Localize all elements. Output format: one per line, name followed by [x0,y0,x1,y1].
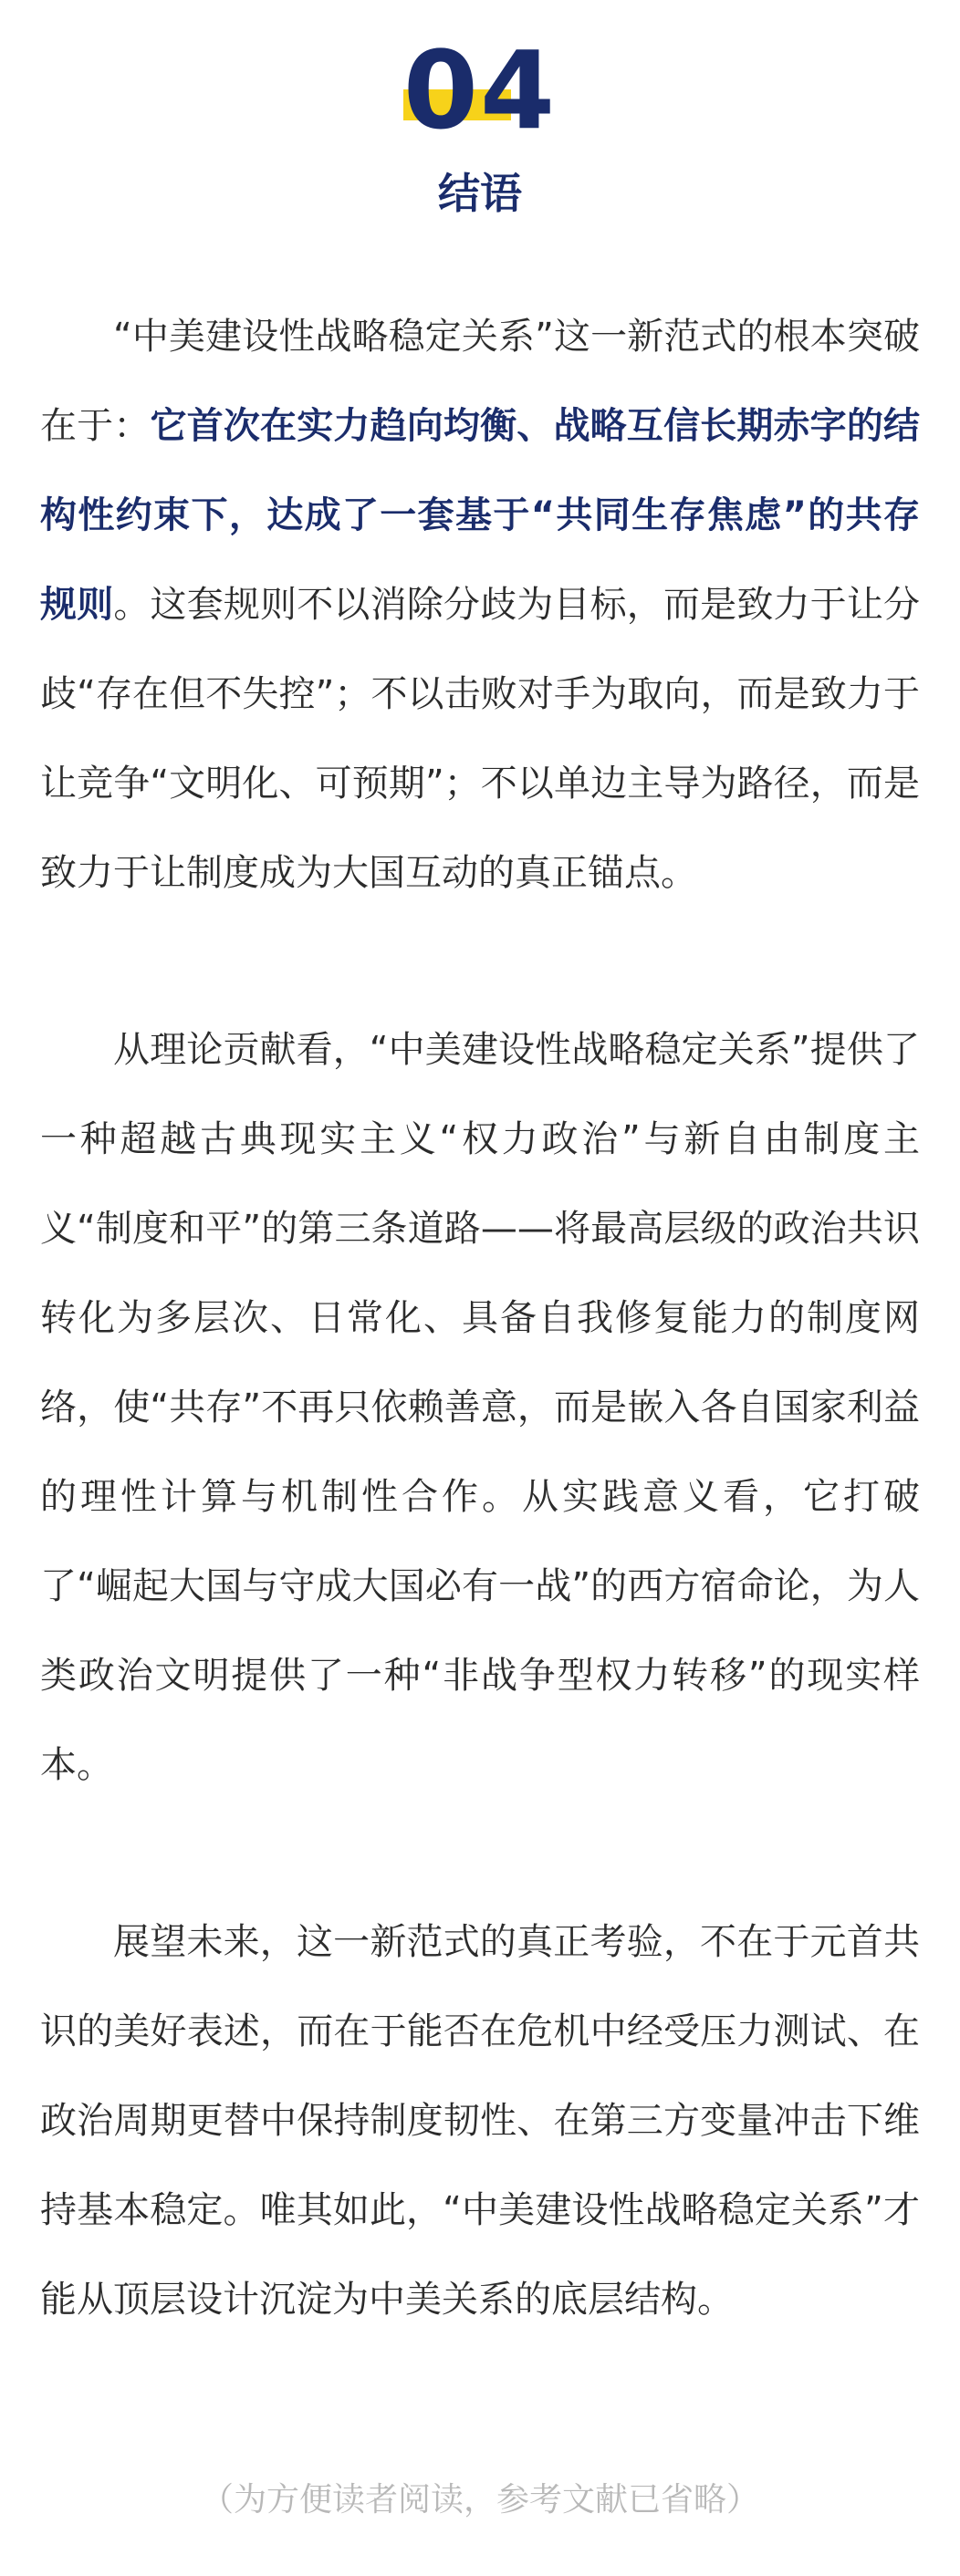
section-number [402,27,558,153]
section-number-text: 04 [402,27,558,153]
footnote: （为方便读者阅读，参考文献已省略） [200,2481,759,2519]
article-body [40,292,920,2344]
paragraph-conclusion [40,292,920,918]
paragraph-outro: 。这套规则不以消除分歧为目标，而是致力于让分歧“存在但不失控”；不以击败对手为取向，而是致力于让竞争“文明化、可预期”；不以单边主导为路径，而是致力于让制度成为大国互动的真正锚点。 [40,584,921,894]
paragraph-intro: “中美建设性战略稳定关系”这一新范式的根本突破在于： [40,316,920,447]
paragraph-outlook: 展望未来，这一新范式的真正考验，不在于元首共识的美好表述，而在于能否在危机中经受压力测试、在政治周期更替中保持制度韧性、在第三方变量冲击下维持基本稳定。唯其如此，“中美建设性战略稳定关系”才能从顶层设计沉淀为中美关系的底层结构。 [40,1921,920,2321]
highlighted-statement: 它首次在实力趋向均衡、战略互信长期赤字的结构性约束下，达成了一套基于“共同生存焦虑”的共存规则 [40,405,921,626]
paragraph-theory-practice: 从理论贡献看，“中美建设性战略稳定关系”提供了一种超越古典现实主义“权力政治”与新自由制度主义“制度和平”的第三条道路——将最高层级的政治共识转化为多层次、日常化、具备自我修复能力的制度网络，使“共存”不再只依赖善意，而是嵌入各自国家利益的理性计算与机制性合作。从实践意义看，它打破了“崛起大国与守成大国必有一战”的西方宿命论，为人类政治文明提供了一种“非战争型权力转移”的现实样本。 [40,1029,920,1786]
section-header [0,27,960,219]
section-title: 结语 [438,169,522,218]
